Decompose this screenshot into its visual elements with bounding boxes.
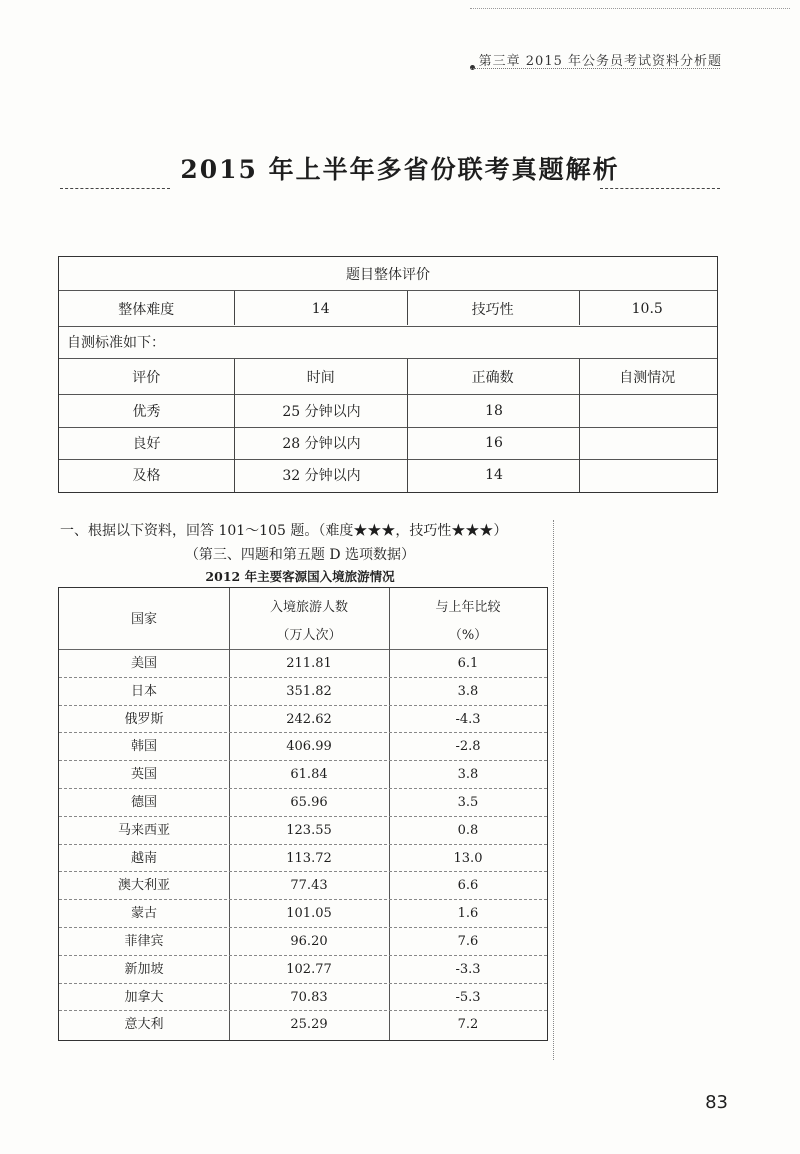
cell-visitors: 113.72 [286, 850, 332, 866]
column-header-correct: 正确数 [471, 370, 514, 386]
page-edge-mark [553, 520, 564, 1060]
cell-visitors: 96.20 [290, 934, 328, 949]
time-excellent: 25 分钟以内 [282, 404, 361, 420]
table-row [59, 678, 547, 706]
cell-change: -5.3 [455, 989, 481, 1005]
table-row [59, 845, 547, 873]
title-rule-right [600, 188, 720, 189]
column-header-change-unit: （%） [448, 628, 488, 643]
self-test-note: 自测标准如下： [67, 335, 165, 351]
cell-change: 3.8 [457, 767, 479, 783]
tourism-table [58, 587, 548, 1041]
correct-pass: 14 [485, 467, 503, 483]
table-row [59, 956, 547, 984]
table-row [59, 817, 547, 845]
table-row [59, 733, 547, 761]
cell-country: 澳大利亚 [117, 878, 170, 894]
page-title: 2015 年上半年多省份联考真题解析 [180, 155, 620, 184]
cell-visitors: 77.43 [290, 878, 328, 894]
evaluation-table [58, 256, 718, 493]
cell-change: 13.0 [453, 850, 483, 866]
evaluation-vline [579, 291, 580, 325]
page-number: 83 [705, 1092, 728, 1113]
difficulty-label: 整体难度 [118, 302, 175, 318]
table-row [59, 761, 547, 789]
evaluation-vline [579, 359, 580, 492]
table-row [59, 706, 547, 734]
cell-country: 加拿大 [124, 989, 164, 1005]
table-row [59, 872, 547, 900]
cell-country: 德国 [130, 795, 157, 810]
column-header-visitors: 入境旅游人数 [269, 600, 348, 615]
cell-country: 日本 [130, 683, 157, 699]
question-subnote: （第三、四题和第五题 D 选项数据） [184, 547, 416, 563]
cell-country: 越南 [130, 850, 157, 866]
grade-good: 良好 [132, 436, 161, 452]
cell-change: 1.6 [457, 906, 479, 922]
cell-visitors: 123.55 [286, 822, 332, 838]
cell-change: 3.8 [457, 683, 479, 699]
running-header: 第三章 2015 年公务员考试资料分析题 [478, 54, 722, 69]
difficulty-value: 14 [311, 301, 330, 317]
cell-visitors: 242.62 [286, 711, 332, 727]
evaluation-vline [234, 359, 235, 492]
cell-change: 0.8 [457, 822, 479, 838]
question-intro: 一、根据以下资料，回答 101～105 题。（难度★★★，技巧性★★★） [60, 523, 508, 539]
time-pass: 32 分钟以内 [282, 468, 361, 484]
table-row [59, 900, 547, 928]
cell-change: -2.8 [455, 739, 481, 755]
table-row [59, 650, 547, 678]
evaluation-vline [407, 359, 408, 492]
cell-change: 7.6 [457, 934, 479, 949]
cell-country: 意大利 [124, 1017, 164, 1033]
evaluation-separator [59, 290, 717, 291]
cell-change: 6.1 [457, 656, 479, 671]
cell-change: 6.6 [457, 878, 479, 894]
grade-pass: 及格 [132, 468, 161, 484]
cell-visitors: 211.81 [286, 656, 332, 671]
column-header-time: 时间 [306, 370, 335, 386]
table-row [59, 789, 547, 817]
time-good: 28 分钟以内 [282, 436, 361, 452]
evaluation-separator [59, 358, 717, 359]
grade-excellent: 优秀 [132, 404, 161, 420]
table-row [59, 1011, 547, 1039]
correct-excellent: 18 [485, 403, 503, 419]
cell-change: 3.5 [457, 795, 479, 810]
column-header-self-test: 自测情况 [619, 370, 676, 386]
column-header-grade: 评价 [132, 370, 161, 386]
cell-country: 韩国 [130, 739, 157, 755]
cell-visitors: 102.77 [286, 961, 332, 977]
evaluation-vline [234, 291, 235, 325]
cell-change: 7.2 [457, 1017, 479, 1033]
evaluation-vline [407, 291, 408, 325]
cell-visitors: 25.29 [290, 1017, 328, 1033]
cell-country: 英国 [130, 767, 157, 783]
correct-good: 16 [485, 435, 503, 451]
skill-value: 10.5 [631, 301, 663, 317]
cell-country: 菲律宾 [124, 934, 164, 949]
cell-visitors: 70.83 [290, 989, 328, 1005]
header-rule [470, 68, 720, 69]
table-row [59, 928, 547, 956]
cell-country: 马来西亚 [117, 822, 170, 838]
cell-country: 俄罗斯 [124, 711, 164, 727]
cell-country: 美国 [130, 656, 157, 671]
cell-visitors: 406.99 [286, 739, 332, 755]
cell-change: -3.3 [455, 961, 481, 977]
top-edge-dots [470, 8, 790, 9]
cell-visitors: 101.05 [286, 906, 332, 922]
column-header-change: 与上年比较 [435, 600, 501, 615]
evaluation-heading: 题目整体评价 [346, 267, 430, 283]
cell-visitors: 351.82 [286, 683, 332, 699]
cell-country: 蒙古 [130, 906, 157, 922]
tourism-table-body [59, 650, 547, 1040]
title-rule-left [60, 188, 170, 189]
cell-visitors: 65.96 [290, 795, 328, 810]
table-caption: 2012 年主要客源国入境旅游情况 [205, 569, 395, 584]
column-header-visitors-unit: （万人次） [276, 628, 342, 643]
table-row [59, 984, 547, 1012]
skill-label: 技巧性 [471, 302, 514, 318]
column-header-country: 国家 [130, 612, 157, 627]
cell-change: -4.3 [455, 711, 481, 727]
cell-visitors: 61.84 [290, 767, 328, 783]
cell-country: 新加坡 [124, 961, 164, 977]
